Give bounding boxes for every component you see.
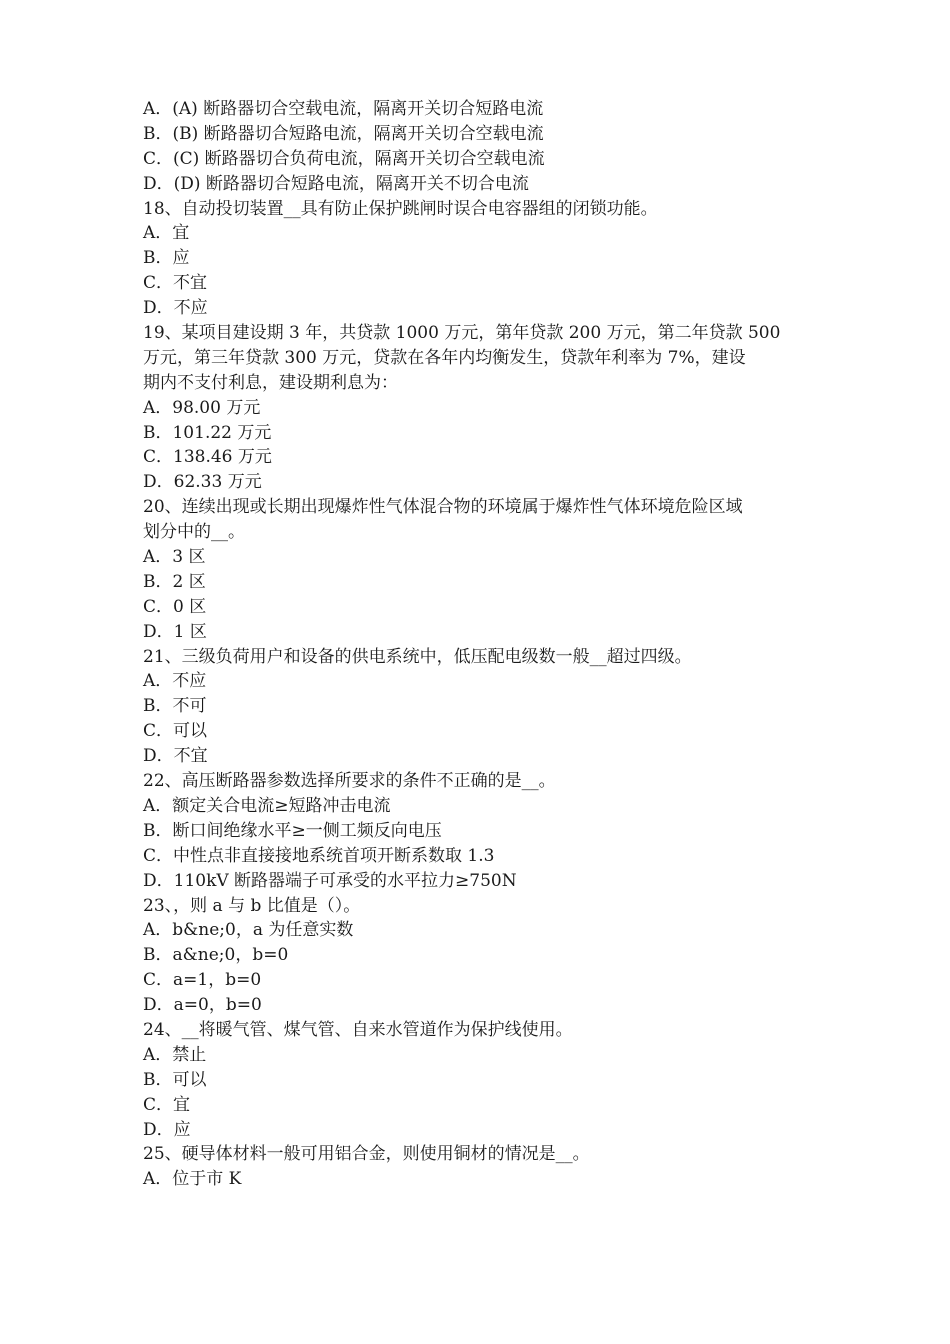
- option-line: D．1 区: [143, 621, 207, 642]
- option-line: B．不可: [143, 696, 207, 717]
- question-22: 22、高压断路器参数选择所要求的条件不正确的是__。: [143, 771, 556, 792]
- question-23: 23、，则 a 与 b 比值是（）。: [143, 895, 361, 916]
- option-line: D．62.33 万元: [143, 472, 262, 493]
- document-body: [143, 97, 823, 1192]
- question-19: 19、某项目建设期 3 年，共贷款 1000 万元，第年贷款 200 万元，第二年贷款 500: [143, 323, 781, 344]
- option-line: B．(B) 断路器切合短路电流，隔离开关切合空载电流: [143, 123, 544, 144]
- option-line: D．不应: [143, 298, 208, 319]
- option-line: C．(C) 断路器切合负荷电流，隔离开关切合空载电流: [143, 148, 545, 169]
- question-20: 20、连续出现或长期出现爆炸性气体混合物的环境属于爆炸性气体环境危险区域: [143, 497, 743, 518]
- option-line: B．a&ne;0，b=0: [143, 945, 289, 966]
- option-line: B．2 区: [143, 571, 206, 592]
- option-line: C．可以: [143, 721, 208, 742]
- option-line: D．(D) 断路器切合短路电流，隔离开关不切合电流: [143, 173, 529, 194]
- option-line: C．138.46 万元: [143, 447, 272, 468]
- option-line: A．禁止: [143, 1044, 207, 1065]
- option-line: C．0 区: [143, 596, 207, 617]
- option-line: A．3 区: [143, 547, 206, 568]
- option-line: B．101.22 万元: [143, 422, 272, 443]
- option-line: D．a=0，b=0: [143, 995, 262, 1016]
- option-line: A．位于市 K: [143, 1169, 242, 1190]
- option-line: C．a=1，b=0: [143, 970, 262, 991]
- question-25: 25、硬导体材料一般可用铝合金，则使用铜材的情况是__。: [143, 1144, 590, 1165]
- option-line: A．98.00 万元: [143, 397, 261, 418]
- option-line: D．不宜: [143, 746, 208, 767]
- option-line: C．中性点非直接接地系统首项开断系数取 1.3: [143, 845, 495, 866]
- option-line: A．不应: [143, 671, 207, 692]
- option-line: C．宜: [143, 1094, 191, 1115]
- option-line: A．(A) 断路器切合空载电流，隔离开关切合短路电流: [143, 99, 544, 119]
- option-line: B．可以: [143, 1069, 207, 1090]
- option-line: D．应: [143, 1119, 191, 1140]
- option-line: A．宜: [143, 223, 190, 244]
- option-line: A．b&ne;0，a 为任意实数: [143, 920, 354, 941]
- question-19-cont: 万元，第三年贷款 300 万元，贷款在各年内均衡发生，贷款年利率为 7%，建设: [143, 347, 746, 368]
- question-20-cont: 划分中的__。: [143, 522, 245, 543]
- option-line: D．110kV 断路器端子可承受的水平拉力≥750N: [143, 870, 517, 891]
- option-line: A．额定关合电流≥短路冲击电流: [143, 795, 391, 816]
- question-19-cont: 期内不支付利息，建设期利息为：: [143, 372, 398, 393]
- option-line: B．断口间绝缘水平≥一侧工频反向电压: [143, 820, 442, 841]
- question-21: 21、三级负荷用户和设备的供电系统中，低压配电级数一般__超过四级。: [143, 646, 692, 667]
- option-line: B．应: [143, 248, 190, 269]
- question-18: 18、自动投切装置__具有防止保护跳闸时误合电容器组的闭锁功能。: [143, 198, 658, 219]
- option-line: C．不宜: [143, 273, 208, 294]
- question-24: 24、__将暖气管、煤气管、自来水管道作为保护线使用。: [143, 1019, 573, 1040]
